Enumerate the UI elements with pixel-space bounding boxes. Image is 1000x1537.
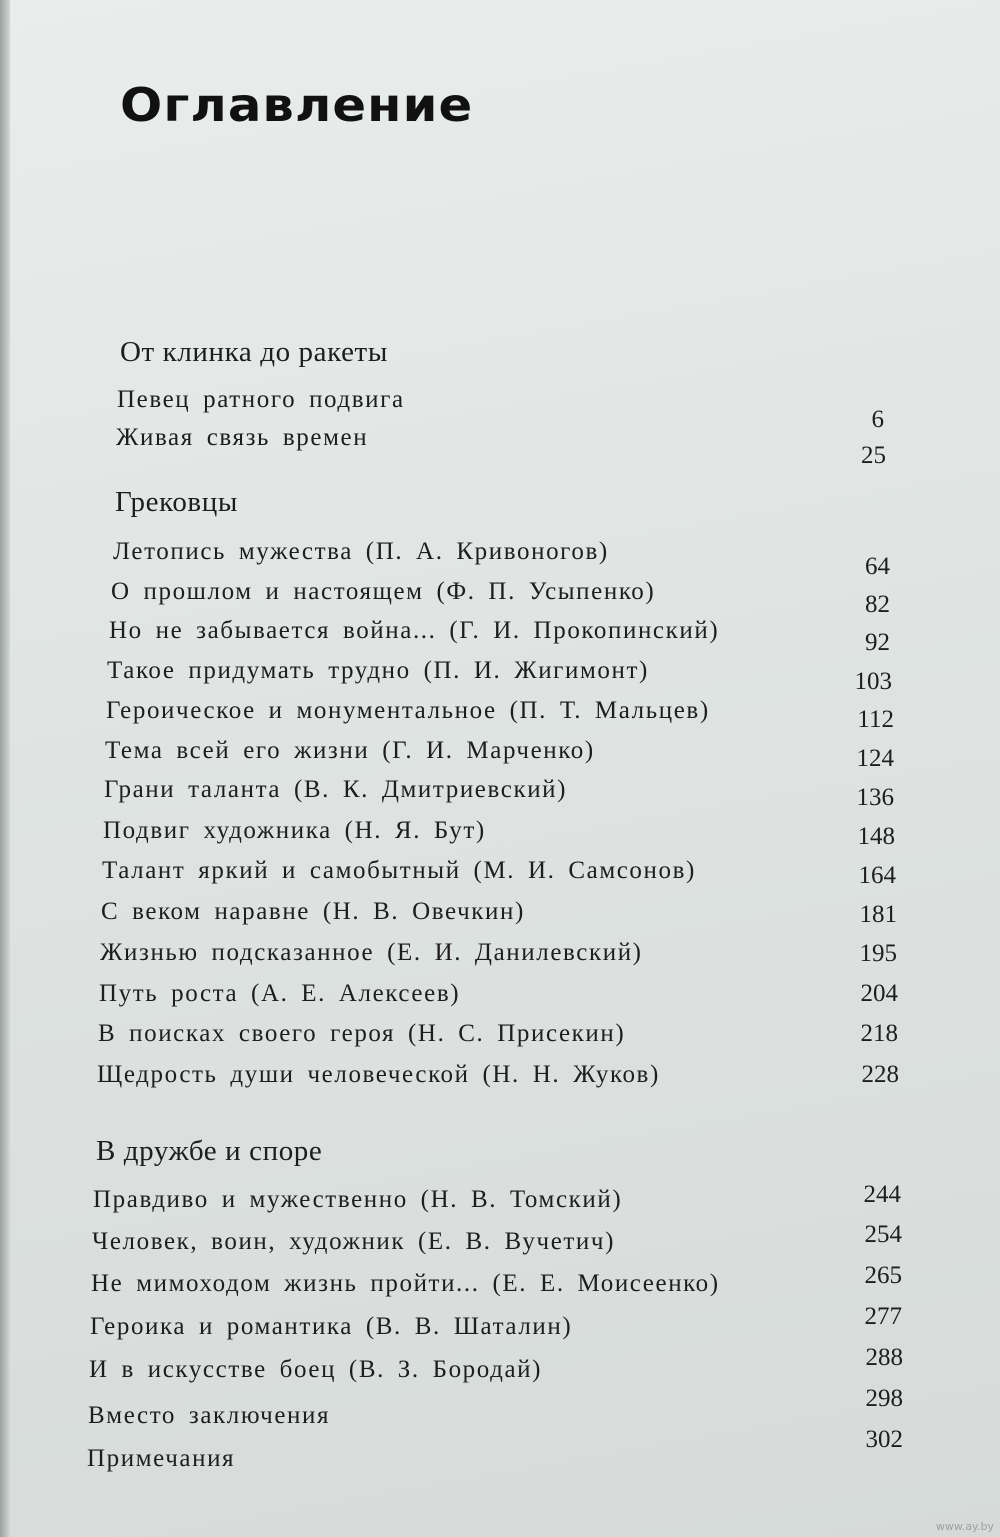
- toc-entry-page: 265: [864, 1262, 902, 1289]
- toc-entry-title: Летопись мужества (П. А. Кривоногов): [113, 538, 609, 565]
- toc-entry-title: И в искусстве боец (В. З. Бородай): [89, 1356, 543, 1383]
- section-heading: От клинка до ракеты: [120, 336, 388, 368]
- toc-entry-page: 228: [861, 1061, 899, 1088]
- toc-entry-title: Талант яркий и самобытный (М. И. Самсонов): [102, 857, 696, 884]
- toc-entry-page: 82: [865, 591, 890, 618]
- toc-entry-title: Вместо заключения: [88, 1402, 331, 1429]
- toc-entry-page: 277: [864, 1303, 902, 1330]
- toc-entry-title: Щедрость души человеческой (Н. Н. Жуков): [97, 1061, 660, 1088]
- toc-entry-page: 136: [856, 784, 894, 811]
- toc-entry-title: Жизнью подсказанное (Е. И. Данилевский): [100, 939, 643, 966]
- toc-entry-title: Но не забывается война... (Г. И. Прокопинский): [109, 617, 720, 644]
- toc-entry-page: 148: [857, 823, 895, 850]
- toc-entry-page: 103: [854, 668, 892, 695]
- toc-entry-page: 302: [865, 1426, 903, 1453]
- toc-entry-page: 25: [861, 442, 886, 469]
- toc-entry-title: Правдиво и мужественно (Н. В. Томский): [93, 1186, 623, 1213]
- toc-entry-page: 6: [871, 406, 884, 433]
- toc-entry-title: Героическое и монументальное (П. Т. Мальцев): [106, 697, 710, 724]
- toc-entry-title: Живая связь времен: [116, 424, 369, 451]
- toc-entry-page: 244: [863, 1181, 901, 1208]
- toc-entry-page: 218: [860, 1020, 898, 1047]
- toc-entry-title: С веком наравне (Н. В. Овечкин): [101, 898, 525, 925]
- toc-entry-title: Примечания: [87, 1445, 236, 1472]
- toc-entry-title: О прошлом и настоящем (Ф. П. Усыпенко): [111, 578, 656, 605]
- toc-entry-page: 124: [856, 745, 894, 772]
- toc-entry-title: Певец ратного подвига: [117, 386, 405, 413]
- toc-entry-title: Путь роста (А. Е. Алексеев): [99, 980, 461, 1007]
- toc-entry-page: 254: [864, 1221, 902, 1248]
- toc-entry-title: Такое придумать трудно (П. И. Жигимонт): [107, 657, 649, 684]
- toc-entry-title: Тема всей его жизни (Г. И. Марченко): [105, 737, 595, 764]
- toc-entry-page: 92: [865, 629, 890, 656]
- toc-entry-title: Подвиг художника (Н. Я. Бут): [103, 817, 486, 844]
- toc-entry-page: 298: [865, 1385, 903, 1412]
- toc-entry-page: 181: [859, 901, 897, 928]
- section-heading: В дружбе и споре: [96, 1135, 323, 1167]
- toc-entry-page: 204: [860, 980, 898, 1007]
- section-heading: Грековцы: [115, 486, 238, 518]
- toc-entry-title: Не мимоходом жизнь пройти... (Е. Е. Моисеенко): [91, 1270, 720, 1297]
- page-edge: [0, 0, 10, 1537]
- toc-entry-page: 112: [857, 706, 894, 733]
- toc-entry-title: Грани таланта (В. К. Дмитриевский): [104, 776, 568, 803]
- toc-entry-page: 64: [865, 553, 890, 580]
- page-title: Оглавление: [120, 78, 474, 132]
- toc-entry-page: 164: [858, 862, 896, 889]
- toc-entry-page: 195: [859, 940, 897, 967]
- toc-entry-page: 288: [865, 1344, 903, 1371]
- toc-entry-title: Героика и романтика (В. В. Шаталин): [90, 1313, 573, 1340]
- toc-entry-title: Человек, воин, художник (Е. В. Вучетич): [92, 1228, 615, 1255]
- toc-entry-title: В поисках своего героя (Н. С. Присекин): [98, 1020, 626, 1047]
- watermark: www.ay.by: [935, 1520, 994, 1533]
